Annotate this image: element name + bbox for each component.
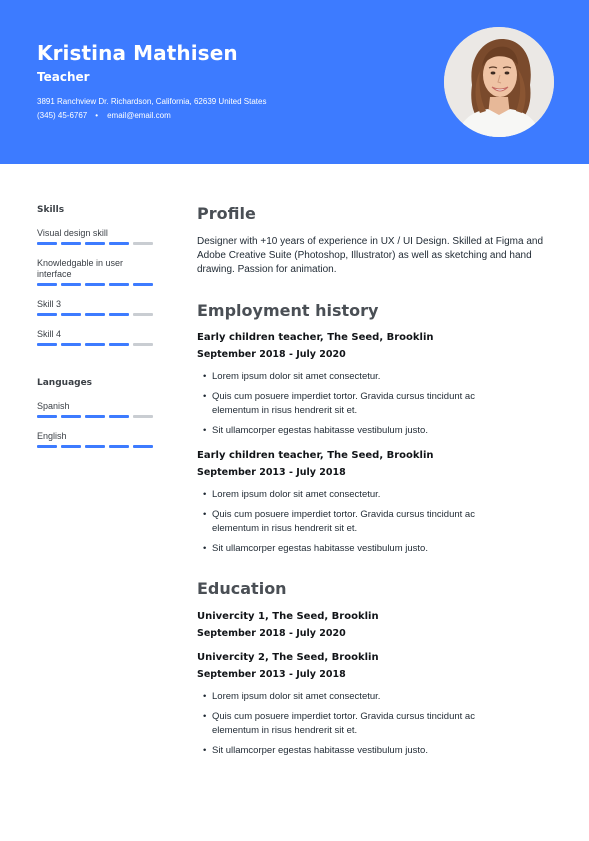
level-segment-filled bbox=[61, 343, 81, 346]
skill-level-bars bbox=[37, 343, 153, 346]
level-segment-filled bbox=[85, 242, 105, 245]
level-segment-filled bbox=[85, 415, 105, 418]
level-segment-filled bbox=[133, 283, 153, 286]
header-banner bbox=[0, 0, 589, 164]
education-dates: September 2013 - July 2018 bbox=[197, 669, 346, 680]
phone-number: (345) 45-6767 bbox=[37, 111, 88, 120]
skill-label: Skill 4 bbox=[37, 329, 62, 339]
level-segment-filled bbox=[61, 242, 81, 245]
candidate-name: Kristina Mathisen bbox=[37, 41, 238, 65]
portrait-image bbox=[444, 27, 554, 137]
job-title: Early children teacher, The Seed, Brooklin bbox=[197, 332, 434, 343]
level-segment-empty bbox=[133, 313, 153, 316]
job-bullet: • Sit ullamcorper egestas habitasse vestibulum justo. bbox=[203, 424, 523, 438]
level-segment-filled bbox=[133, 445, 153, 448]
skill-label: Visual design skill bbox=[37, 228, 108, 238]
level-segment-filled bbox=[85, 343, 105, 346]
level-segment-empty bbox=[133, 242, 153, 245]
profile-heading: Profile bbox=[197, 204, 256, 223]
skill-level-bars bbox=[37, 283, 153, 286]
candidate-role: Teacher bbox=[37, 70, 90, 84]
language-label: Spanish bbox=[37, 401, 70, 411]
level-segment-empty bbox=[133, 343, 153, 346]
level-segment-filled bbox=[37, 343, 57, 346]
level-segment-empty bbox=[133, 415, 153, 418]
education-heading: Education bbox=[197, 579, 287, 598]
level-segment-filled bbox=[37, 242, 57, 245]
employment-heading: Employment history bbox=[197, 301, 379, 320]
level-segment-filled bbox=[61, 445, 81, 448]
level-segment-filled bbox=[85, 313, 105, 316]
language-label: English bbox=[37, 431, 67, 441]
address: 3891 Ranchview Dr. Richardson, California, 62639 United States bbox=[37, 97, 267, 106]
profile-text: Designer with +10 years of experience in UX / UI Design. Skilled at Figma and Adobe Creative Suite (Photoshop, Illustrator) as well as sketching and hand drawing. Passion for animation. bbox=[197, 236, 544, 275]
level-segment-filled bbox=[109, 343, 129, 346]
skill-level-bars bbox=[37, 313, 153, 316]
skill-label: Knowledgable in user interface bbox=[37, 258, 124, 279]
education-dates: September 2018 - July 2020 bbox=[197, 628, 346, 639]
level-segment-filled bbox=[37, 415, 57, 418]
level-segment-filled bbox=[61, 415, 81, 418]
level-segment-filled bbox=[109, 415, 129, 418]
level-segment-filled bbox=[61, 313, 81, 316]
level-segment-filled bbox=[109, 445, 129, 448]
education-title: Univercity 1, The Seed, Brooklin bbox=[197, 611, 379, 622]
language-level-bars bbox=[37, 445, 153, 448]
job-bullet: • Lorem ipsum dolor sit amet consectetur. bbox=[203, 488, 523, 502]
level-segment-filled bbox=[37, 283, 57, 286]
profile-photo bbox=[444, 27, 554, 137]
level-segment-filled bbox=[109, 313, 129, 316]
level-segment-filled bbox=[37, 445, 57, 448]
level-segment-filled bbox=[109, 283, 129, 286]
job-bullet: • Sit ullamcorper egestas habitasse vestibulum justo. bbox=[203, 542, 523, 556]
skill-level-bars bbox=[37, 242, 153, 245]
education-bullet: • Lorem ipsum dolor sit amet consectetur. bbox=[203, 690, 523, 704]
job-dates: September 2013 - July 2018 bbox=[197, 467, 346, 478]
skills-heading: Skills bbox=[37, 205, 65, 215]
job-bullet: • Quis cum posuere imperdiet tortor. Gravida cursus tincidunt ac elementum in risus hendrerit sit et. bbox=[203, 508, 523, 536]
level-segment-filled bbox=[61, 283, 81, 286]
skill-label: Skill 3 bbox=[37, 299, 62, 309]
contact-line bbox=[37, 111, 171, 120]
job-bullet: • Quis cum posuere imperdiet tortor. Gravida cursus tincidunt ac elementum in risus hendrerit sit et. bbox=[203, 390, 523, 418]
job-title: Early children teacher, The Seed, Brooklin bbox=[197, 450, 434, 461]
level-segment-filled bbox=[37, 313, 57, 316]
level-segment-filled bbox=[109, 242, 129, 245]
separator-dot: • bbox=[95, 111, 99, 120]
level-segment-filled bbox=[85, 445, 105, 448]
education-bullet: • Quis cum posuere imperdiet tortor. Gravida cursus tincidunt ac elementum in risus hendrerit sit et. bbox=[203, 710, 523, 738]
job-bullet: • Lorem ipsum dolor sit amet consectetur. bbox=[203, 370, 523, 384]
language-level-bars bbox=[37, 415, 153, 418]
email-address: email@email.com bbox=[107, 111, 171, 120]
level-segment-filled bbox=[85, 283, 105, 286]
education-title: Univercity 2, The Seed, Brooklin bbox=[197, 652, 379, 663]
job-dates: September 2018 - July 2020 bbox=[197, 349, 346, 360]
languages-heading: Languages bbox=[37, 378, 93, 388]
education-bullet: • Sit ullamcorper egestas habitasse vestibulum justo. bbox=[203, 744, 523, 758]
